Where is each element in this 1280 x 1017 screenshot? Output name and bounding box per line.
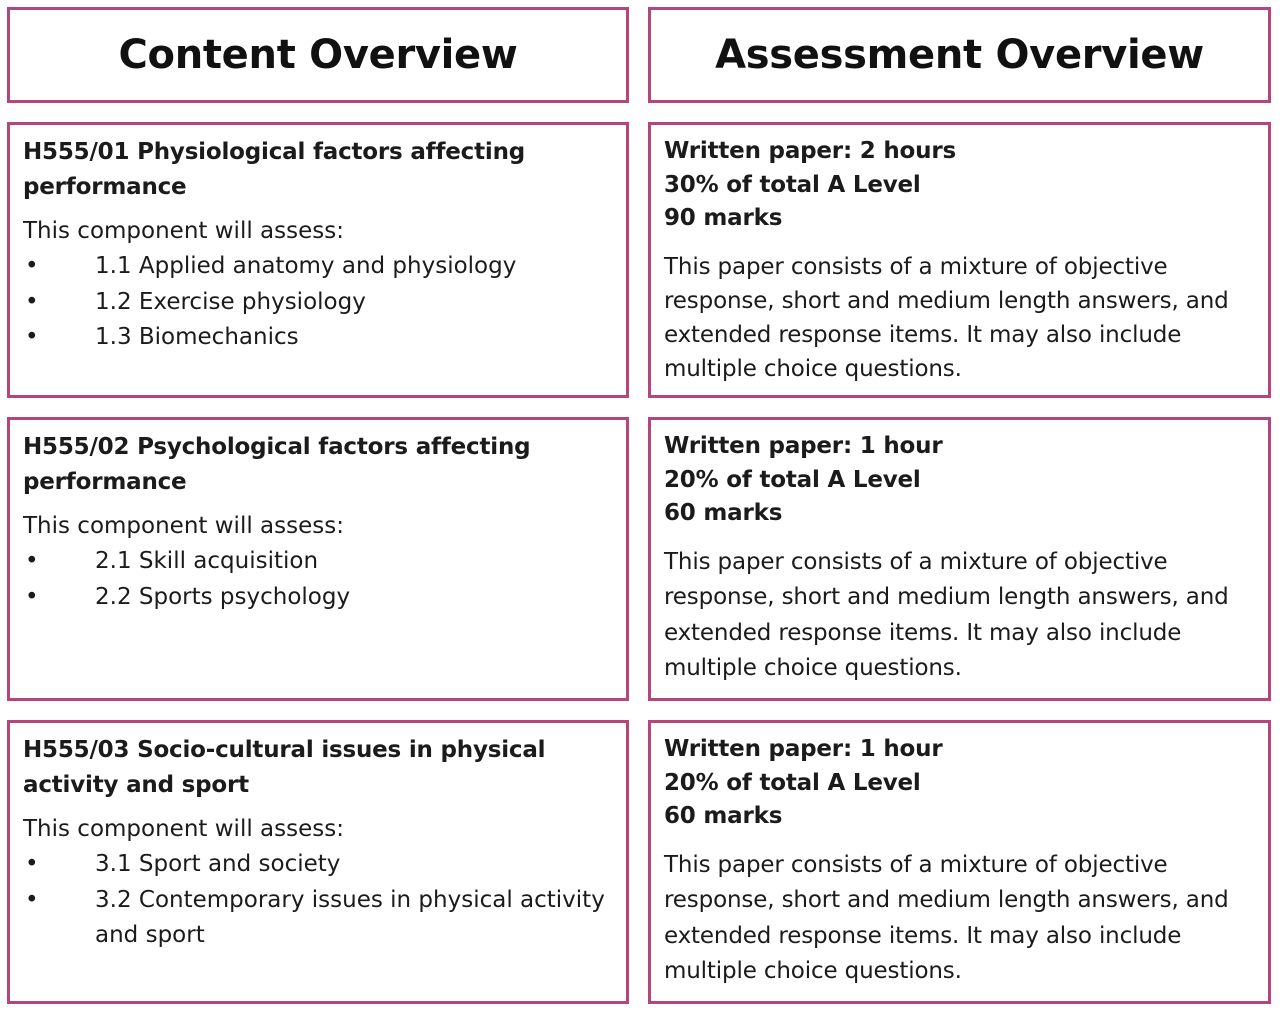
list-item bbox=[23, 847, 612, 883]
component-intro: This component will assess: bbox=[23, 816, 344, 842]
list-item bbox=[23, 249, 612, 285]
paper-marks: 60 marks bbox=[664, 500, 783, 526]
component-title: H555/01 Physiological factors affecting performance bbox=[23, 139, 526, 200]
topic-label: 2.2 Sports psychology bbox=[95, 583, 351, 610]
bullet-icon: • bbox=[25, 253, 39, 279]
paper-weighting: 30% of total A Level bbox=[664, 171, 921, 198]
topic-label: 1.3 Biomechanics bbox=[95, 324, 299, 350]
list-item bbox=[23, 320, 612, 356]
bullet-icon: • bbox=[25, 886, 39, 913]
assessment-facts bbox=[664, 733, 1254, 834]
paper-marks: 60 marks bbox=[664, 803, 783, 829]
paper-description: This paper consists of a mixture of objective response, short and medium length answers, and extended response items. It may also include multiple choice questions. bbox=[664, 851, 1229, 984]
bullet-icon: • bbox=[25, 583, 39, 610]
content-overview-title: Content Overview bbox=[118, 32, 518, 78]
bullet-icon: • bbox=[25, 851, 39, 877]
component-box-h555-01 bbox=[7, 122, 629, 398]
paper-description: This paper consists of a mixture of objective response, short and medium length answers, and extended response items. It may also include multiple choice questions. bbox=[664, 253, 1229, 382]
topic-label: 3.2 Contemporary issues in physical activity and sport bbox=[95, 886, 605, 948]
assessment-box-h555-03 bbox=[648, 720, 1271, 1004]
assessment-overview-header bbox=[648, 7, 1271, 103]
list-item bbox=[23, 285, 612, 321]
bullet-icon: • bbox=[25, 548, 39, 574]
list-item bbox=[23, 883, 612, 954]
bullet-icon: • bbox=[25, 324, 39, 350]
topic-list bbox=[23, 249, 612, 356]
paper-duration: Written paper: 1 hour bbox=[664, 736, 943, 762]
paper-marks: 90 marks bbox=[664, 205, 783, 231]
topic-label: 1.1 Applied anatomy and physiology bbox=[95, 253, 517, 279]
paper-description: This paper consists of a mixture of objective response, short and medium length answers, and extended response items. It may also include multiple choice questions. bbox=[664, 548, 1229, 681]
topic-label: 1.2 Exercise physiology bbox=[95, 288, 366, 315]
content-overview-header bbox=[7, 7, 629, 103]
topic-label: 3.1 Sport and society bbox=[95, 851, 341, 877]
component-title: H555/03 Socio-cultural issues in physical activity and sport bbox=[23, 737, 546, 798]
component-title: H555/02 Psychological factors affecting performance bbox=[23, 434, 531, 495]
topic-list bbox=[23, 847, 612, 954]
paper-weighting: 20% of total A Level bbox=[664, 466, 921, 493]
topic-label: 2.1 Skill acquisition bbox=[95, 548, 319, 574]
bullet-icon: • bbox=[25, 288, 39, 315]
paper-weighting: 20% of total A Level bbox=[664, 769, 921, 796]
assessment-box-h555-02 bbox=[648, 417, 1271, 701]
list-item bbox=[23, 544, 612, 580]
paper-duration: Written paper: 2 hours bbox=[664, 138, 956, 164]
component-intro: This component will assess: bbox=[23, 218, 344, 244]
component-box-h555-03 bbox=[7, 720, 629, 1004]
component-box-h555-02 bbox=[7, 417, 629, 701]
assessment-facts bbox=[664, 430, 1254, 531]
paper-duration: Written paper: 1 hour bbox=[664, 433, 943, 459]
list-item bbox=[23, 580, 612, 616]
assessment-facts bbox=[664, 135, 1254, 236]
assessment-box-h555-01 bbox=[648, 122, 1271, 398]
component-intro: This component will assess: bbox=[23, 513, 344, 539]
topic-list bbox=[23, 544, 612, 615]
assessment-overview-title: Assessment Overview bbox=[715, 32, 1204, 78]
